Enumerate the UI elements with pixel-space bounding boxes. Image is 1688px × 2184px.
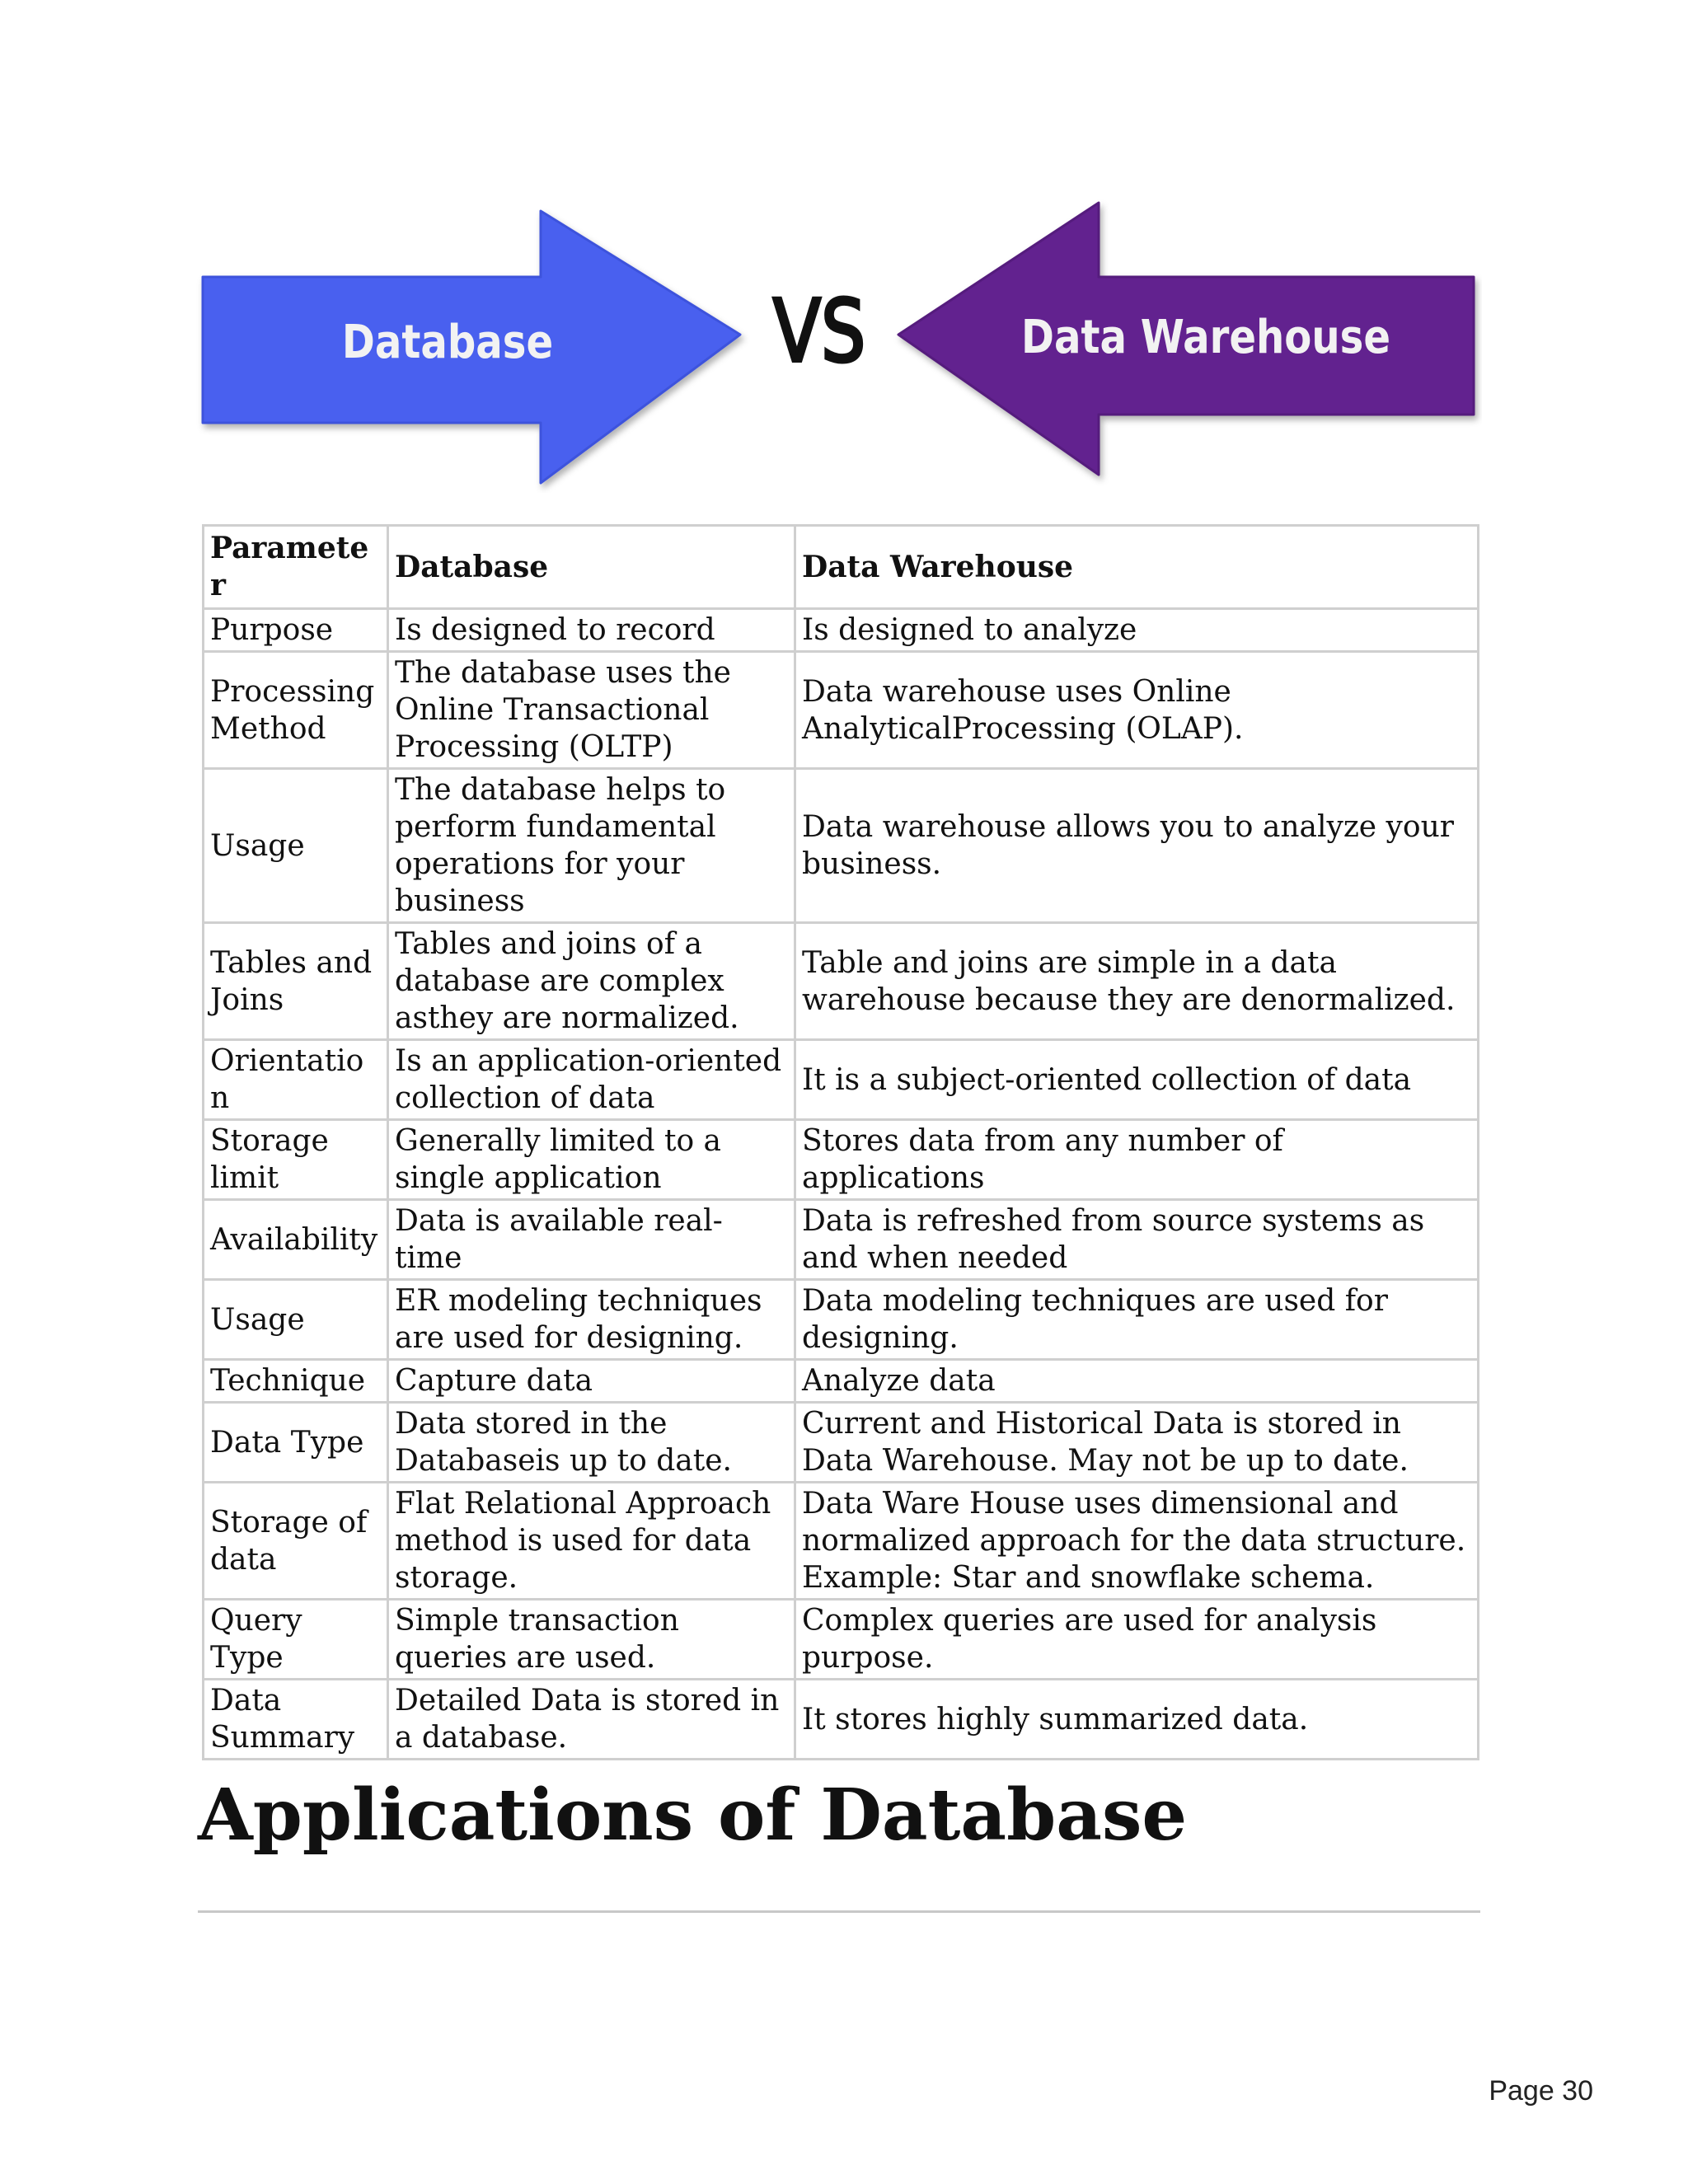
cell-parameter: Processing Method [204, 652, 388, 769]
cell-database: Capture data [388, 1360, 795, 1403]
table-row [204, 1680, 1479, 1760]
cell-database: Simple transaction queries are used. [388, 1600, 795, 1680]
table-row [204, 1403, 1479, 1483]
cell-parameter: Query Type [204, 1600, 388, 1680]
cell-parameter: Orientation [204, 1040, 388, 1120]
cell-data-warehouse: Data warehouse allows you to analyze your business. [795, 769, 1479, 923]
cell-data-warehouse: Data modeling techniques are used for designing. [795, 1280, 1479, 1360]
table-row [204, 1040, 1479, 1120]
cell-data-warehouse: Current and Historical Data is stored in Data Warehouse. May not be up to date. [795, 1403, 1479, 1483]
cell-database: Generally limited to a single application [388, 1120, 795, 1200]
cell-database: Tables and joins of a database are complex asthey are normalized. [388, 923, 795, 1040]
cell-database: ER modeling techniques are used for designing. [388, 1280, 795, 1360]
cell-data-warehouse: Data warehouse uses Online AnalyticalProcessing (OLAP). [795, 652, 1479, 769]
cell-parameter: Technique [204, 1360, 388, 1403]
cell-parameter: Purpose [204, 609, 388, 652]
data-warehouse-arrow-label: Data Warehouse [1021, 311, 1390, 364]
section-divider [198, 1910, 1480, 1913]
header-data-warehouse: Data Warehouse [795, 526, 1479, 609]
cell-database: Is an application-oriented collection of data [388, 1040, 795, 1120]
comparison-banner [196, 196, 1482, 493]
table-header-row [204, 526, 1479, 609]
table-row [204, 1483, 1479, 1600]
cell-data-warehouse: Data is refreshed from source systems as and when needed [795, 1200, 1479, 1280]
table-row [204, 1280, 1479, 1360]
table-row [204, 1600, 1479, 1680]
cell-data-warehouse: Analyze data [795, 1360, 1479, 1403]
banner-graphic [196, 196, 1482, 493]
cell-parameter: Storage limit [204, 1120, 388, 1200]
cell-data-warehouse: Is designed to analyze [795, 609, 1479, 652]
table-row [204, 1360, 1479, 1403]
cell-parameter: Data Type [204, 1403, 388, 1483]
section-heading: Applications of Database [198, 1774, 1188, 1857]
database-arrow-label: Database [341, 316, 554, 369]
comparison-table [202, 524, 1479, 1760]
header-parameter: Parameter [204, 526, 388, 609]
table-row [204, 1200, 1479, 1280]
cell-parameter: Usage [204, 1280, 388, 1360]
cell-data-warehouse: It stores highly summarized data. [795, 1680, 1479, 1760]
cell-database: Data is available real-time [388, 1200, 795, 1280]
cell-parameter: Availability [204, 1200, 388, 1280]
table-row [204, 923, 1479, 1040]
table-row [204, 769, 1479, 923]
cell-parameter: Tables and Joins [204, 923, 388, 1040]
cell-data-warehouse: Data Ware House uses dimensional and normalized approach for the data structure. Example: Star and snowflake schema. [795, 1483, 1479, 1600]
table-row [204, 1120, 1479, 1200]
vs-label: VS [772, 282, 866, 382]
header-database: Database [388, 526, 795, 609]
cell-database: Data stored in the Databaseis up to date. [388, 1403, 795, 1483]
cell-data-warehouse: Complex queries are used for analysis purpose. [795, 1600, 1479, 1680]
cell-database: The database helps to perform fundamental operations for your business [388, 769, 795, 923]
table-row [204, 609, 1479, 652]
cell-database: Is designed to record [388, 609, 795, 652]
cell-parameter: Storage of data [204, 1483, 388, 1600]
cell-data-warehouse: Table and joins are simple in a data warehouse because they are denormalized. [795, 923, 1479, 1040]
page-number: Page 30 [1489, 2075, 1593, 2107]
cell-database: The database uses the Online Transactional Processing (OLTP) [388, 652, 795, 769]
cell-parameter: Usage [204, 769, 388, 923]
cell-data-warehouse: Stores data from any number of applications [795, 1120, 1479, 1200]
table-row [204, 652, 1479, 769]
cell-data-warehouse: It is a subject-oriented collection of data [795, 1040, 1479, 1120]
cell-parameter: Data Summary [204, 1680, 388, 1760]
cell-database: Detailed Data is stored in a database. [388, 1680, 795, 1760]
cell-database: Flat Relational Approach method is used for data storage. [388, 1483, 795, 1600]
